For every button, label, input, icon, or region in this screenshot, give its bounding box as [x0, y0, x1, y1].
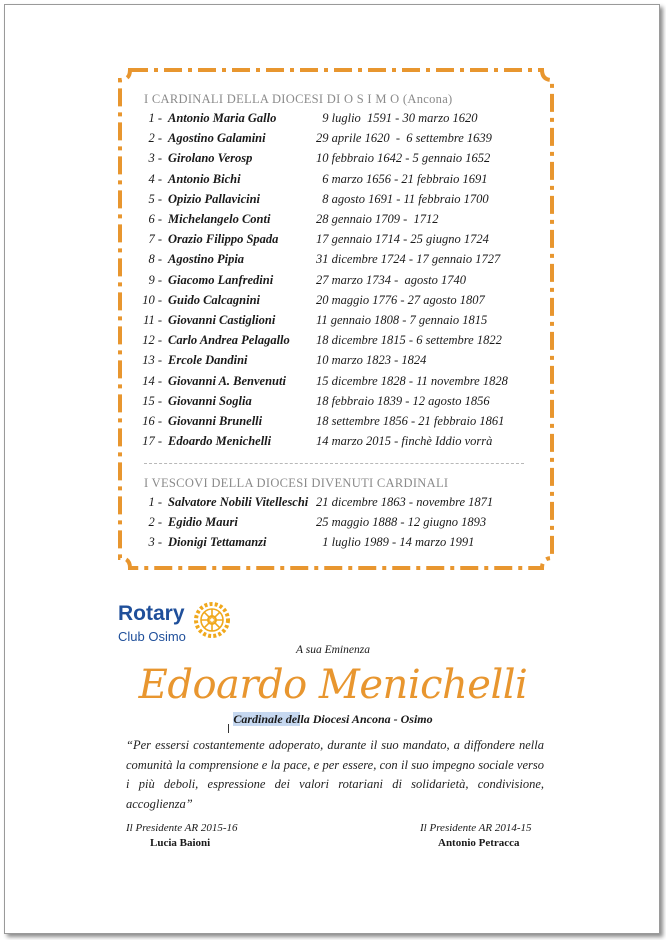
rotary-wordmark: Rotary	[118, 602, 185, 625]
row-dates: 10 marzo 1823 - 1824	[316, 353, 427, 368]
row-name: Giovanni A. Benvenuti	[168, 373, 286, 388]
right-president-name: Antonio Petracca	[438, 837, 520, 849]
row-name: Edoardo Menichelli	[168, 434, 272, 449]
row-dates: 15 dicembre 1828 - 11 novembre 1828	[316, 373, 508, 388]
row-number: 17 -	[142, 434, 162, 449]
row-number: 10 -	[142, 292, 162, 307]
row-number: 12 -	[142, 333, 162, 348]
dedication-quote: “Per essersi costantemente adoperato, durante il suo mandato, a diffondere nella comunità la comprensione e la pace, e per essere, con il suo impegno sociale verso i più deboli, espressione dei valori rotariani di solidarietà, condivisione, accoglienza”	[126, 738, 544, 811]
cardinal-title-rest: la Diocesi Ancona - Osimo	[300, 712, 433, 726]
rotary-wheel-icon	[192, 600, 232, 640]
row-name: Michelangelo Conti	[168, 212, 271, 226]
row-dates: 6 marzo 1656 - 21 febbraio 1691	[316, 171, 488, 186]
row-dates: 31 dicembre 1724 - 17 gennaio 1727	[316, 252, 501, 267]
row-name: Opizio Pallavicini	[168, 191, 261, 206]
row-number: 1 -	[148, 495, 162, 509]
selected-text[interactable]: Cardinale del	[233, 712, 301, 726]
row-dates: 10 febbraio 1642 - 5 gennaio 1652	[316, 151, 491, 166]
row-number: 9 -	[148, 272, 162, 287]
row-name: Giacomo Lanfredini	[168, 272, 274, 287]
row-dates: 11 gennaio 1808 - 7 gennaio 1815	[316, 313, 488, 327]
row-dates: 28 gennaio 1709 - 1712	[316, 212, 439, 226]
row-dates: 9 luglio 1591 - 30 marzo 1620	[316, 111, 478, 125]
section-divider	[144, 463, 524, 464]
text-cursor	[228, 724, 229, 733]
row-number: 6 -	[148, 212, 162, 226]
row-dates: 18 dicembre 1815 - 6 settembre 1822	[316, 333, 502, 348]
left-president-name: Lucia Baioni	[150, 837, 211, 849]
row-dates: 18 febbraio 1839 - 12 agosto 1856	[316, 393, 490, 408]
row-name: Giovanni Castiglioni	[168, 313, 276, 327]
row-number: 3 -	[148, 151, 162, 166]
cardinals-section-title: I CARDINALI DELLA DIOCESI DI O S I M O (Ancona)	[144, 92, 453, 106]
row-number: 3 -	[148, 535, 162, 550]
row-number: 11 -	[143, 313, 162, 327]
row-dates: 21 dicembre 1863 - novembre 1871	[316, 495, 494, 509]
row-name: Carlo Andrea Pelagallo	[168, 333, 290, 348]
cardinal-title	[0, 712, 666, 727]
row-number: 7 -	[148, 232, 162, 247]
row-name: Salvatore Nobili Vitelleschi	[168, 495, 309, 509]
right-president-role: Il Presidente AR 2014-15	[420, 822, 532, 834]
row-name: Giovanni Soglia	[168, 393, 252, 408]
row-number: 15 -	[142, 393, 162, 408]
row-name: Agostino Galamini	[168, 131, 266, 146]
row-number: 14 -	[142, 373, 162, 388]
row-number: 5 -	[148, 191, 162, 206]
row-name: Egidio Mauri	[168, 515, 238, 530]
bishops-section-title: I VESCOVI DELLA DIOCESI DIVENUTI CARDINALI	[144, 476, 449, 490]
left-president-role: Il Presidente AR 2015-16	[126, 822, 238, 834]
row-dates: 1 luglio 1989 - 14 marzo 1991	[316, 535, 475, 550]
row-number: 1 -	[148, 111, 162, 125]
row-name: Girolano Verosp	[168, 151, 253, 166]
row-name: Antonio Maria Gallo	[168, 111, 277, 125]
row-number: 2 -	[148, 515, 162, 530]
signature-name: Edoardo Menichelli	[138, 662, 528, 708]
row-dates: 18 settembre 1856 - 21 febbraio 1861	[316, 414, 505, 428]
row-name: Giovanni Brunelli	[168, 414, 263, 428]
rotary-club-name: Club Osimo	[118, 629, 186, 644]
row-name: Orazio Filippo Spada	[168, 232, 279, 247]
row-dates: 8 agosto 1691 - 11 febbraio 1700	[316, 191, 489, 206]
row-name: Ercole Dandini	[168, 353, 248, 368]
row-dates: 14 marzo 2015 - finchè Iddio vorrà	[316, 434, 493, 449]
row-name: Antonio Bichi	[168, 171, 241, 186]
row-name: Guido Calcagnini	[168, 292, 261, 307]
row-dates: 29 aprile 1620 - 6 settembre 1639	[316, 131, 492, 146]
row-number: 2 -	[148, 131, 162, 146]
row-number: 4 -	[148, 171, 162, 186]
row-number: 16 -	[142, 414, 162, 428]
row-name: Agostino Pipia	[168, 252, 245, 267]
row-dates: 17 gennaio 1714 - 25 giugno 1724	[316, 232, 489, 247]
row-dates: 25 maggio 1888 - 12 giugno 1893	[316, 515, 487, 530]
row-dates: 27 marzo 1734 - agosto 1740	[316, 272, 467, 287]
row-number: 8 -	[148, 252, 162, 267]
row-dates: 20 maggio 1776 - 27 agosto 1807	[316, 292, 485, 307]
rotary-logo	[118, 598, 238, 648]
row-number: 13 -	[142, 353, 162, 368]
row-name: Dionigi Tettamanzi	[168, 535, 267, 550]
dedication-eminenza: A sua Eminenza	[296, 644, 370, 656]
